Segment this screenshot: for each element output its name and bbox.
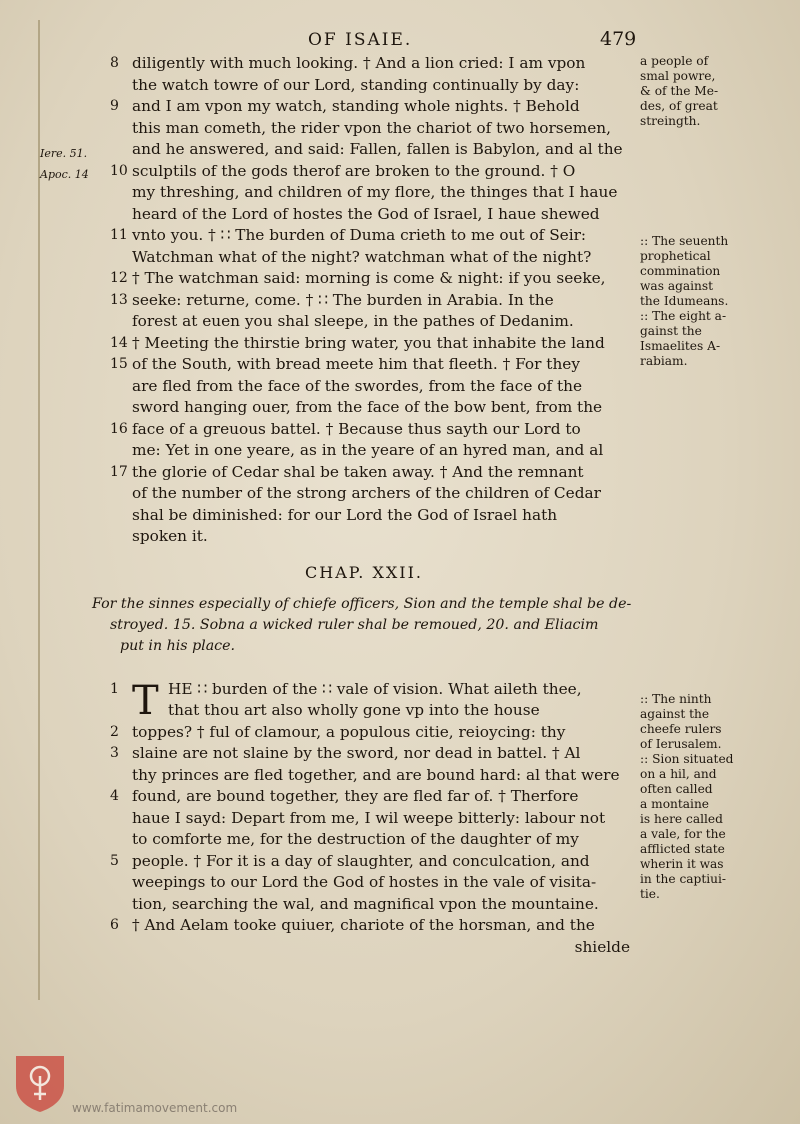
text-column <box>92 53 640 958</box>
catchword: shielde <box>574 937 630 956</box>
text-line <box>110 722 640 744</box>
line-text: me: Yet in one yeare, as in the yeare of an hyred man, and al <box>132 441 604 459</box>
line-text: are fled from the face of the swordes, from the face of the <box>132 376 583 395</box>
line-text: † Meeting the thirstie bring water, you that inhabite the land <box>132 333 605 352</box>
line-text: found, are bound together, they are fled far of. † Therfore <box>132 787 579 805</box>
line-text: thy princes are fled together, and are bound hard: al that were <box>132 765 620 784</box>
text-line <box>110 268 640 290</box>
text-line <box>110 765 640 787</box>
chapter-argument-line: For the sinnes especially of chiefe officers, Sion and the temple shal be de- <box>92 595 632 612</box>
verse-number: 14 <box>110 334 128 351</box>
chapter-argument-line: put in his place. <box>120 637 236 654</box>
verse-number: 2 <box>110 723 119 740</box>
chapter-21-text <box>110 53 640 548</box>
line-text: tion, searching the wal, and magnifical vpon the mountaine. <box>132 894 599 913</box>
line-text: Watchman what of the night? watchman what of the night? <box>132 247 592 266</box>
line-text: forest at euen you shal sleepe, in the pathes of Dedanim. <box>132 312 574 330</box>
text-line <box>110 786 640 808</box>
text-line <box>110 204 640 226</box>
text-line <box>110 915 640 937</box>
margin-note-line: the Idumeans. <box>640 294 729 308</box>
text-line <box>110 182 640 204</box>
margin-note-line: was against <box>640 279 714 293</box>
text-line <box>110 225 640 247</box>
line-text: and I am vpon my watch, standing whole nights. † Behold <box>132 97 580 115</box>
margin-note-line: cheefe rulers <box>640 722 722 736</box>
margin-note-line: is here called <box>640 812 723 826</box>
text-line <box>110 526 640 548</box>
line-text: sculptils of the gods therof are broken to the ground. † O <box>132 161 576 180</box>
text-line <box>110 247 640 269</box>
line-text: heard of the Lord of hostes the God of Israel, I haue shewed <box>132 204 600 223</box>
verse-number: 12 <box>110 270 128 286</box>
line-text: my threshing, and children of my flore, the thinges that I haue <box>132 183 618 201</box>
cross-reference: Apoc. 14 <box>40 168 89 181</box>
line-text: seeke: returne, come. † ∷ The burden in Arabia. In the <box>132 290 554 309</box>
line-text: to comforte me, for the destruction of the daughter of my <box>132 830 579 848</box>
page-edge-shadow <box>38 20 40 1000</box>
text-line <box>110 333 640 355</box>
line-text: face of a greuous battel. † Because thus sayth our Lord to <box>132 419 581 438</box>
margin-note-line: a people of <box>640 54 709 68</box>
page-number: 479 <box>600 28 637 50</box>
verse-number: 17 <box>110 463 128 480</box>
verse-number: 9 <box>110 98 119 114</box>
margin-note-line: on a hil, and <box>640 767 717 781</box>
margin-note-line: streingth. <box>640 114 701 128</box>
line-text: the watch towre of our Lord, standing continually by day: <box>132 75 580 94</box>
verse-number: 6 <box>110 917 119 933</box>
line-text: diligently with much looking. † And a lion cried: I am vpon <box>132 54 586 72</box>
margin-note-line: against the <box>640 707 710 721</box>
running-head: OF ISAIE. <box>308 30 413 50</box>
text-line <box>110 419 640 441</box>
line-text: slaine are not slaine by the sword, nor dead in battel. † Al <box>132 744 581 762</box>
text-line <box>110 96 640 118</box>
text-line <box>110 743 640 765</box>
line-text: vnto you. † ∷ The burden of Duma crieth to me out of Seir: <box>132 226 587 244</box>
text-line <box>110 483 640 505</box>
verse-number: 10 <box>110 162 128 179</box>
chapter-22-text <box>110 679 640 937</box>
text-line <box>110 53 640 75</box>
line-text: weepings to our Lord the God of hostes in the vale of visita- <box>132 873 597 891</box>
margin-note-line: :: The ninth <box>640 692 712 706</box>
publisher-logo-shield-icon <box>12 1052 68 1114</box>
line-text: people. † For it is a day of slaughter, and conculcation, and <box>132 851 590 870</box>
margin-note-line: Ismaelites A- <box>640 339 721 353</box>
margin-note-line: tie. <box>640 887 660 901</box>
text-line <box>110 894 640 916</box>
margin-note-line: a vale, for the <box>640 827 726 841</box>
margin-note-line: :: The seuenth <box>640 234 729 248</box>
line-text: † The watchman said: morning is come & night: if you seeke, <box>132 269 606 287</box>
line-text: of the South, with bread meete him that fleeth. † For they <box>132 355 581 373</box>
verse-number: 8 <box>110 55 119 71</box>
verse-number: 11 <box>110 227 128 243</box>
line-text: shal be diminished: for our Lord the God of Israel hath <box>132 505 558 524</box>
text-line <box>110 290 640 312</box>
margin-note-line: des, of great <box>640 99 718 113</box>
chapter-argument-line: stroyed. 15. Sobna a wicked ruler shal be remoued, 20. and Eliacim <box>110 616 599 633</box>
text-line <box>110 851 640 873</box>
line-text: spoken it. <box>132 527 208 545</box>
margin-note-line: of Ierusalem. <box>640 737 722 751</box>
text-line <box>110 462 640 484</box>
text-line <box>110 872 640 894</box>
text-line <box>110 397 640 419</box>
verse-number: 13 <box>110 291 128 308</box>
margin-note-line: afflicted state <box>640 842 725 856</box>
margin-note-line: in the captiui- <box>640 872 727 886</box>
line-text: of the number of the strong archers of the children of Cedar <box>132 484 601 502</box>
margin-note-line: prophetical <box>640 249 711 263</box>
verse-number: 4 <box>110 788 119 804</box>
text-line <box>110 311 640 333</box>
verse-number: 5 <box>110 852 119 869</box>
text-line <box>110 161 640 183</box>
margin-note-line: often called <box>640 782 713 796</box>
text-line <box>110 808 640 830</box>
margin-note-line: :: Sion situated <box>640 752 734 766</box>
cross-reference: Iere. 51. <box>40 147 88 160</box>
line-text: sword hanging ouer, from the face of the bow bent, from the <box>132 398 603 416</box>
margin-note-line: wherin it was <box>640 857 724 871</box>
line-text: HE ∷ burden of the ∷ vale of vision. What aileth thee, <box>168 679 582 698</box>
text-line <box>110 139 640 161</box>
margin-note-line: commination <box>640 264 721 278</box>
margin-note-line: gainst the <box>640 324 702 338</box>
line-text: this man cometh, the rider vpon the chariot of two horsemen, <box>132 118 611 137</box>
text-line <box>110 700 640 722</box>
line-text: † And Aelam tooke quiuer, chariote of the horsman, and the <box>132 916 595 934</box>
text-line <box>110 118 640 140</box>
chapter-heading: CHAP. XXII. <box>305 562 423 582</box>
text-line <box>110 829 640 851</box>
watermark-url: www.fatimamovement.com <box>72 1101 238 1115</box>
text-line <box>110 505 640 527</box>
verse-number: 3 <box>110 745 119 761</box>
margin-note-line: smal powre, <box>640 69 716 83</box>
page-header <box>0 30 800 52</box>
line-text: that thou art also wholly gone vp into the house <box>168 701 540 719</box>
text-line <box>110 376 640 398</box>
text-line <box>110 440 640 462</box>
verse-number: 15 <box>110 356 128 372</box>
margin-note-line: a montaine <box>640 797 710 811</box>
line-text: and he answered, and said: Fallen, fallen is Babylon, and al the <box>132 140 623 158</box>
text-line <box>110 679 640 701</box>
verse-number: 1 <box>110 680 119 697</box>
margin-note-line: & of the Me- <box>640 84 719 98</box>
drop-capital: T <box>132 677 159 724</box>
text-line <box>110 75 640 97</box>
line-text: toppes? † ful of clamour, a populous citie, reioycing: thy <box>132 722 566 741</box>
text-line <box>110 354 640 376</box>
line-text: haue I sayd: Depart from me, I wil weepe bitterly: labour not <box>132 808 606 827</box>
margin-note-line: :: The eight a- <box>640 309 727 323</box>
line-text: the glorie of Cedar shal be taken away. † And the remnant <box>132 462 584 481</box>
verse-number: 16 <box>110 420 128 437</box>
margin-note-line: rabiam. <box>640 354 688 368</box>
